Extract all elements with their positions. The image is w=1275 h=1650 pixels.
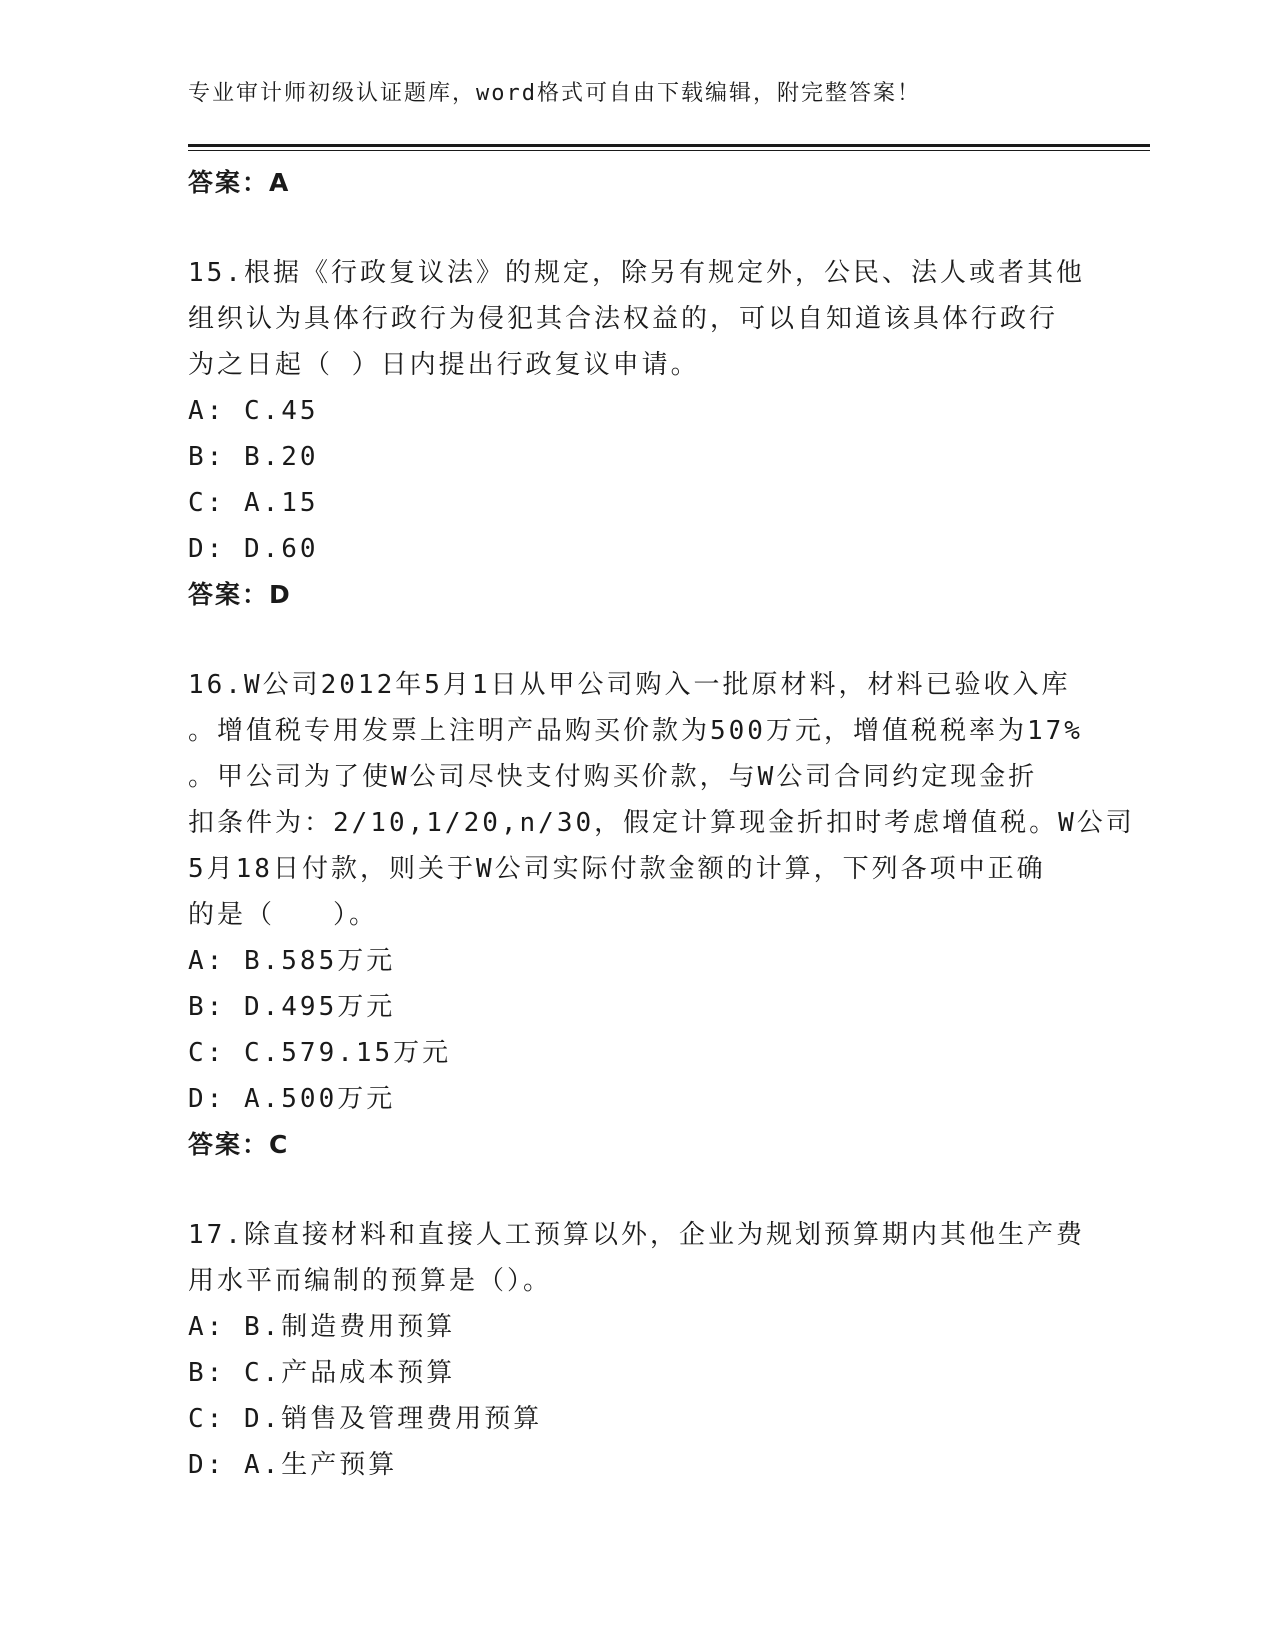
- previous-answer: 答案：A: [188, 168, 291, 197]
- option-b: B: C.产品成本预算: [188, 1358, 456, 1388]
- option-d: D: D.60: [188, 534, 319, 564]
- question-text-line: 5月18日付款，则关于W公司实际付款金额的计算，下列各项中正确: [188, 854, 1046, 884]
- option-d: D: A.500万元: [188, 1084, 396, 1114]
- option-b: B: B.20: [188, 442, 319, 472]
- option-c: C: A.15: [188, 488, 319, 518]
- question-text-line: 扣条件为：2/10,1/20,n/30，假定计算现金折扣时考虑增值税。W公司: [188, 808, 1135, 838]
- option-c: C: D.销售及管理费用预算: [188, 1404, 543, 1434]
- option-d: D: A.生产预算: [188, 1450, 398, 1480]
- question-list: [188, 160, 1135, 1488]
- header-divider-thick: [188, 144, 1150, 147]
- question-text-line: 组织认为具体行政行为侵犯其合法权益的，可以自知道该具体行政行: [188, 304, 1059, 334]
- answer-15: 答案：D: [188, 580, 292, 609]
- question-16: [188, 662, 1135, 938]
- question-15: [188, 250, 1088, 388]
- question-text-line: 。甲公司为了使W公司尽快支付购买价款，与W公司合同约定现金折: [188, 762, 1038, 792]
- question-text-line: 的是（ ）。: [188, 900, 379, 930]
- question-17: [188, 1212, 1088, 1304]
- page-header: 专业审计师初级认证题库，word格式可自由下载编辑，附完整答案！: [188, 81, 921, 106]
- question-text-line: 17.除直接材料和直接人工预算以外，企业为规划预算期内其他生产费: [188, 1220, 1085, 1250]
- option-a: A: B.585万元: [188, 946, 396, 976]
- answer-16: 答案：C: [188, 1130, 290, 1159]
- option-a: A: C.45: [188, 396, 319, 426]
- header-divider-thin: [188, 150, 1150, 151]
- question-text-line: 用水平而编制的预算是（）。: [188, 1266, 553, 1296]
- option-c: C: C.579.15万元: [188, 1038, 452, 1068]
- question-text-line: 16.W公司2012年5月1日从甲公司购入一批原材料，材料已验收入库: [188, 670, 1071, 700]
- option-b: B: D.495万元: [188, 992, 396, 1022]
- question-text-line: 。增值税专用发票上注明产品购买价款为500万元，增值税税率为17%: [188, 716, 1083, 746]
- option-a: A: B.制造费用预算: [188, 1312, 456, 1342]
- question-text-line: 为之日起（ ）日内提出行政复议申请。: [188, 350, 700, 380]
- question-text-line: 15.根据《行政复议法》的规定，除另有规定外，公民、法人或者其他: [188, 258, 1085, 288]
